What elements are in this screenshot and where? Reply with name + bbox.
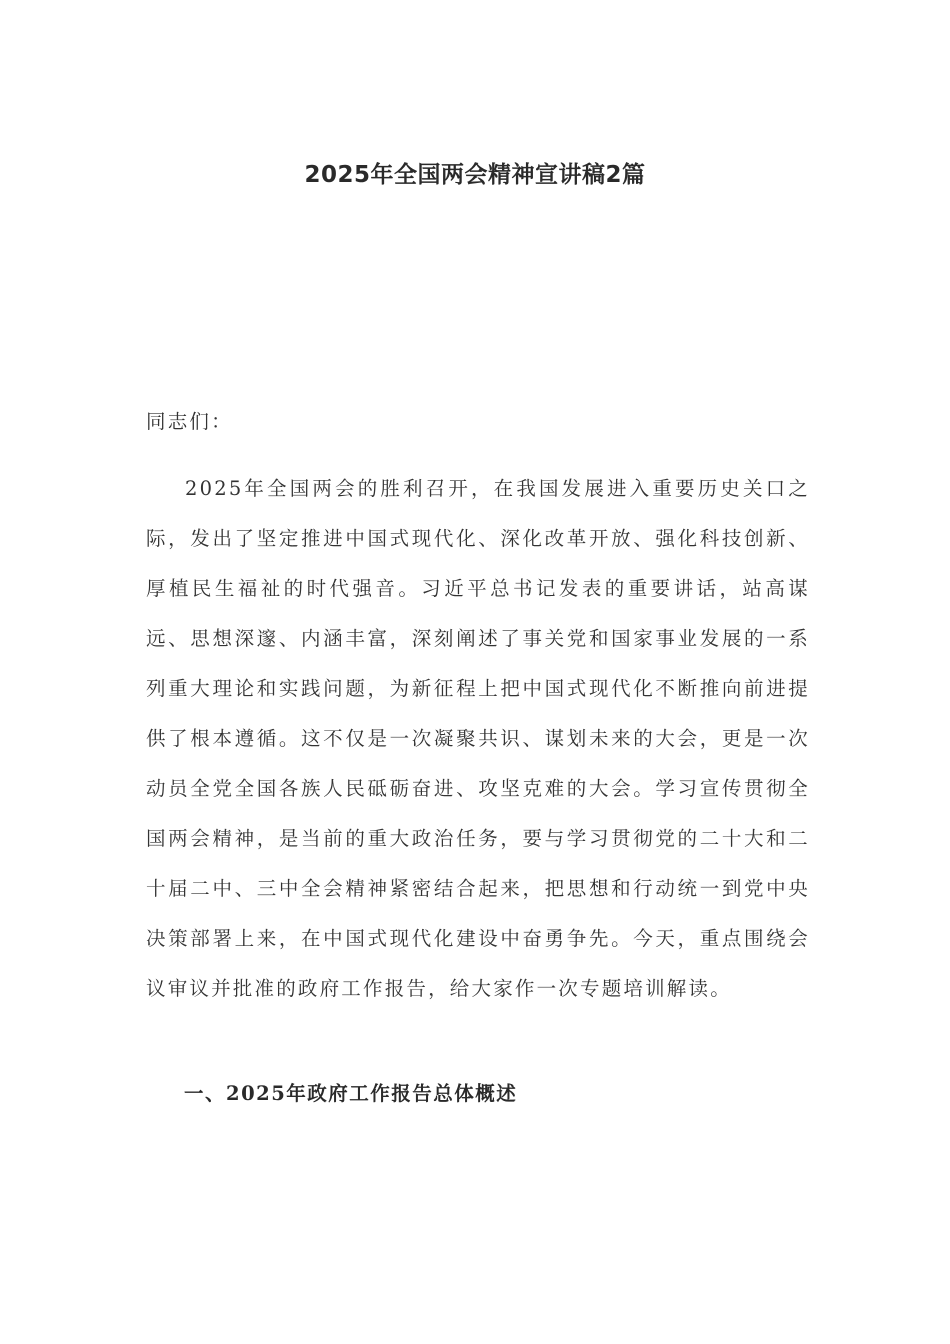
body-paragraph: 2025年全国两会的胜利召开，在我国发展进入重要历史关口之际，发出了坚定推进中国式现代化、深化改革开放、强化科技创新、厚植民生福祉的时代强音。习近平总书记发表的重要讲话，站高谋远、思想深邃、内涵丰富，深刻阐述了事关党和国家事业发展的一系列重大理论和实践问题，为新征程上把中国式现代化不断推向前进提供了根本遵循。这不仅是一次凝聚共识、谋划未来的大会，更是一次动员全党全国各族人民砥砺奋进、攻坚克难的大会。学习宣传贯彻全国两会精神，是当前的重大政治任务，要与学习贯彻党的二十大和二十届二中、三中全会精神紧密结合起来，把思想和行动统一到党中央决策部署上来，在中国式现代化建设中奋勇争先。今天，重点围绕会议审议并批准的政府工作报告，给大家作一次专题培训解读。 bbox=[146, 477, 810, 1000]
salutation: 同志们： bbox=[146, 410, 233, 433]
section-heading: 一、2025年政府工作报告总体概述 bbox=[184, 1082, 518, 1105]
document-title: 2025年全国两会精神宣讲稿2篇 bbox=[304, 162, 646, 188]
